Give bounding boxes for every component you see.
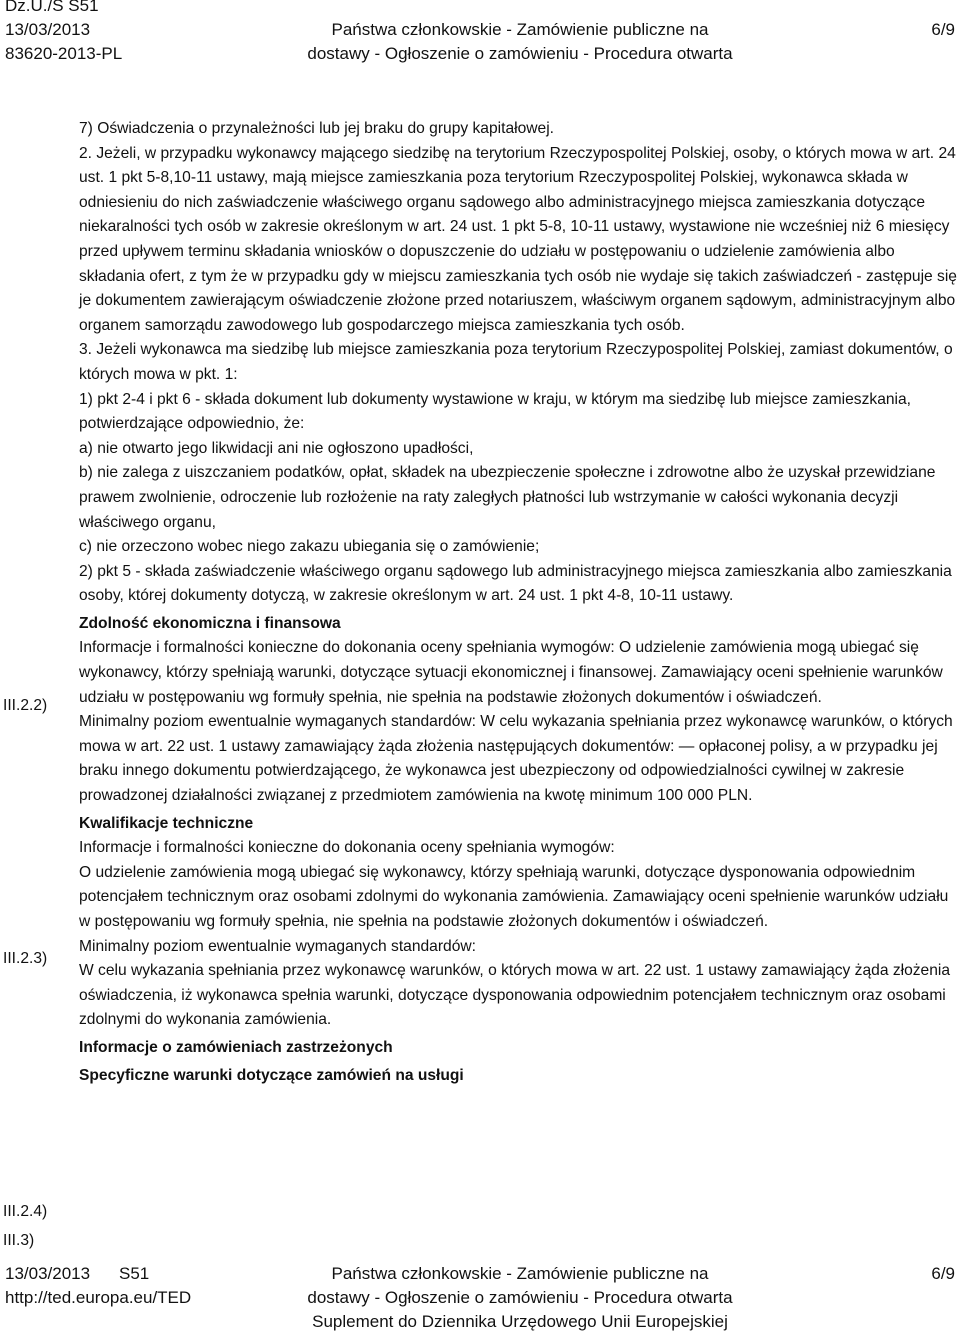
section-heading-technical: Kwalifikacje techniczne xyxy=(79,814,254,832)
footer-page-number: 6/9 xyxy=(931,1264,955,1283)
section-heading-financial: Zdolność ekonomiczna i finansowa xyxy=(79,614,341,632)
paragraph: 3. Jeżeli wykonawca ma siedzibę lub miejsce zamieszkania poza terytorium Rzeczypospolitej Polskiej, zamiast dokumentów, o których mowa w pkt. 1: xyxy=(79,341,953,383)
footer-title-line3: Suplement do Dziennika Urzędowego Unii Europejskiej xyxy=(312,1312,728,1331)
section-heading-reserved: Informacje o zamówieniach zastrzeżonych xyxy=(79,1038,393,1056)
footer-title-line2: dostawy - Ogłoszenie o zamówieniu - Procedura otwarta xyxy=(307,1288,733,1307)
header-ref: 83620-2013-PL xyxy=(5,44,123,63)
paragraph: 2. Jeżeli, w przypadku wykonawcy mającego siedzibę na terytorium Rzeczypospolitej Polskiej, osoby, o których mowa w art. 24 ust. 1 pkt 5-8,10-11 ustawy, mają miejsce zamieszkania poza terytorium Rzeczypospolitej Polskiej, wykonawca składa w odniesieniu do nich zaświadczenie właściwego organu sądowego albo administracyjnego miejsca zamieszkania dotyczące niekaralności tych osób w zakresie określonym w art. 24 ust. 1 pkt 5-8, 10-11 ustawy, wystawione nie wcześniej niż 6 miesięcy przed upływem terminu składania wniosków o dopuszczenie do udziału w postępowaniu o udzielenie zamówienia albo składania ofert, z tym że w przypadku gdy w miejscu zamieszkania tych osób nie wydaje się takich zaświadczeń - zastępuje się je dokumentem zawierającym oświadczenie złożone przed notariuszem, właściwym organem sądowym, administracyjnym albo organem samorządu zawodowego lub gospodarczego miejsca zamieszkania tych osób. xyxy=(79,144,957,334)
paragraph: b) nie zalega z uiszczaniem podatków, opłat, składek na ubezpieczenie społeczne i zdrowotne albo że uzyskał przewidziane prawem zwolnienie, odroczenie lub rozłożenie na raty zaległych płatności lub wstrzymanie w całości wykonania decyzji właściwego organu, xyxy=(79,464,936,531)
section-label-iii-2-2: III.2.2) xyxy=(3,697,48,714)
section-label-iii-2-3: III.2.3) xyxy=(3,950,48,967)
page-header xyxy=(0,0,960,72)
header-title-line2: dostawy - Ogłoszenie o zamówieniu - Procedura otwarta xyxy=(307,44,733,63)
footer-date: 13/03/2013 xyxy=(5,1264,91,1283)
footer-title-line1: Państwa członkowskie - Zamówienie publiczne na xyxy=(331,1264,709,1283)
paragraph: 7) Oświadczenia o przynależności lub jej braku do grupy kapitałowej. xyxy=(79,120,554,137)
paragraph: Minimalny poziom ewentualnie wymaganych standardów: xyxy=(79,937,476,955)
section-heading-services: Specyficzne warunki dotyczące zamówień na usługi xyxy=(79,1066,464,1084)
footer-left xyxy=(5,1262,191,1310)
section-label-iii-2-4: III.2.4) xyxy=(3,1203,48,1220)
paragraph: Informacje i formalności konieczne do dokonania oceny spełniania wymogów: O udzielenie zamówienia mogą ubiegać się wykonawcy, którzy spełniają warunki, dotyczące sytuacji ekonomicznej i finansowej. Zamawiający oceni spełnienie warunków udziału w postępowaniu wg formuły spełnia, nie spełnia na podstawie złożonych dokumentów i oświadczeń. xyxy=(79,639,943,706)
header-title xyxy=(260,18,780,66)
paragraph: 2) pkt 5 - składa zaświadczenie właściwego organu sądowego lub administracyjnego miejsca zamieszkania albo zamieszkania osoby, której dokumenty dotyczą, w zakresie określonym w art. 24 ust. 1 pkt 4-8, 10-11 ustawy. xyxy=(79,562,952,605)
header-left xyxy=(5,0,122,66)
header-journal: Dz.U./S S51 xyxy=(5,0,99,15)
footer-title xyxy=(260,1262,780,1334)
paragraph: W celu wykazania spełniania przez wykonawcę warunków, o których mowa w art. 22 ust. 1 ustawy zamawiający żąda złożenia oświadczenia, iż wykonawca spełnia warunki, dotyczące dysponowania odpowiednim potencjałem technicznym oraz osobami zdolnymi do wykonania zamówienia. xyxy=(79,962,951,1029)
document-body xyxy=(79,117,957,1088)
paragraph: a) nie otwarto jego likwidacji ani nie ogłoszono upadłości, xyxy=(79,439,474,457)
section-label-iii-3: III.3) xyxy=(3,1232,35,1249)
header-page-number: 6/9 xyxy=(931,20,955,39)
header-date: 13/03/2013 xyxy=(5,20,91,39)
footer-url: http://ted.europa.eu/TED xyxy=(5,1288,192,1307)
header-title-line1: Państwa członkowskie - Zamówienie publiczne na xyxy=(331,20,709,39)
paragraph: c) nie orzeczono wobec niego zakazu ubiegania się o zamówienie; xyxy=(79,538,540,556)
page-footer xyxy=(0,1262,960,1334)
paragraph: Informacje i formalności konieczne do dokonania oceny spełniania wymogów: xyxy=(79,839,615,857)
footer-journal: S51 xyxy=(119,1264,150,1283)
paragraph: Minimalny poziom ewentualnie wymaganych standardów: W celu wykazania spełniania przez wykonawcę warunków, o których mowa w art. 22 ust. 1 ustawy zamawiający żąda złożenia następujących dokumentów: — opłaconej polisy, a w przypadku jej braku innego dokumentu potwierdzającego, że wykonawca jest ubezpieczony od odpowiedzialności cywilnej w zakresie prowadzonej działalności związanej z przedmiotem zamówienia na kwotę minimum 100 000 PLN. xyxy=(79,713,953,805)
paragraph: O udzielenie zamówienia mogą ubiegać się wykonawcy, którzy spełniają warunki, dotyczące dysponowania odpowiednim potencjałem technicznym oraz osobami zdolnymi do wykonania zamówienia. Zamawiający oceni spełnienie warunków udziału w postępowaniu wg formuły spełnia, nie spełnia na podstawie złożonych dokumentów i oświadczeń. xyxy=(79,863,949,930)
paragraph: 1) pkt 2-4 i pkt 6 - składa dokument lub dokumenty wystawione w kraju, w którym ma siedzibę lub miejsce zamieszkania, potwierdzające odpowiednio, że: xyxy=(79,390,912,433)
